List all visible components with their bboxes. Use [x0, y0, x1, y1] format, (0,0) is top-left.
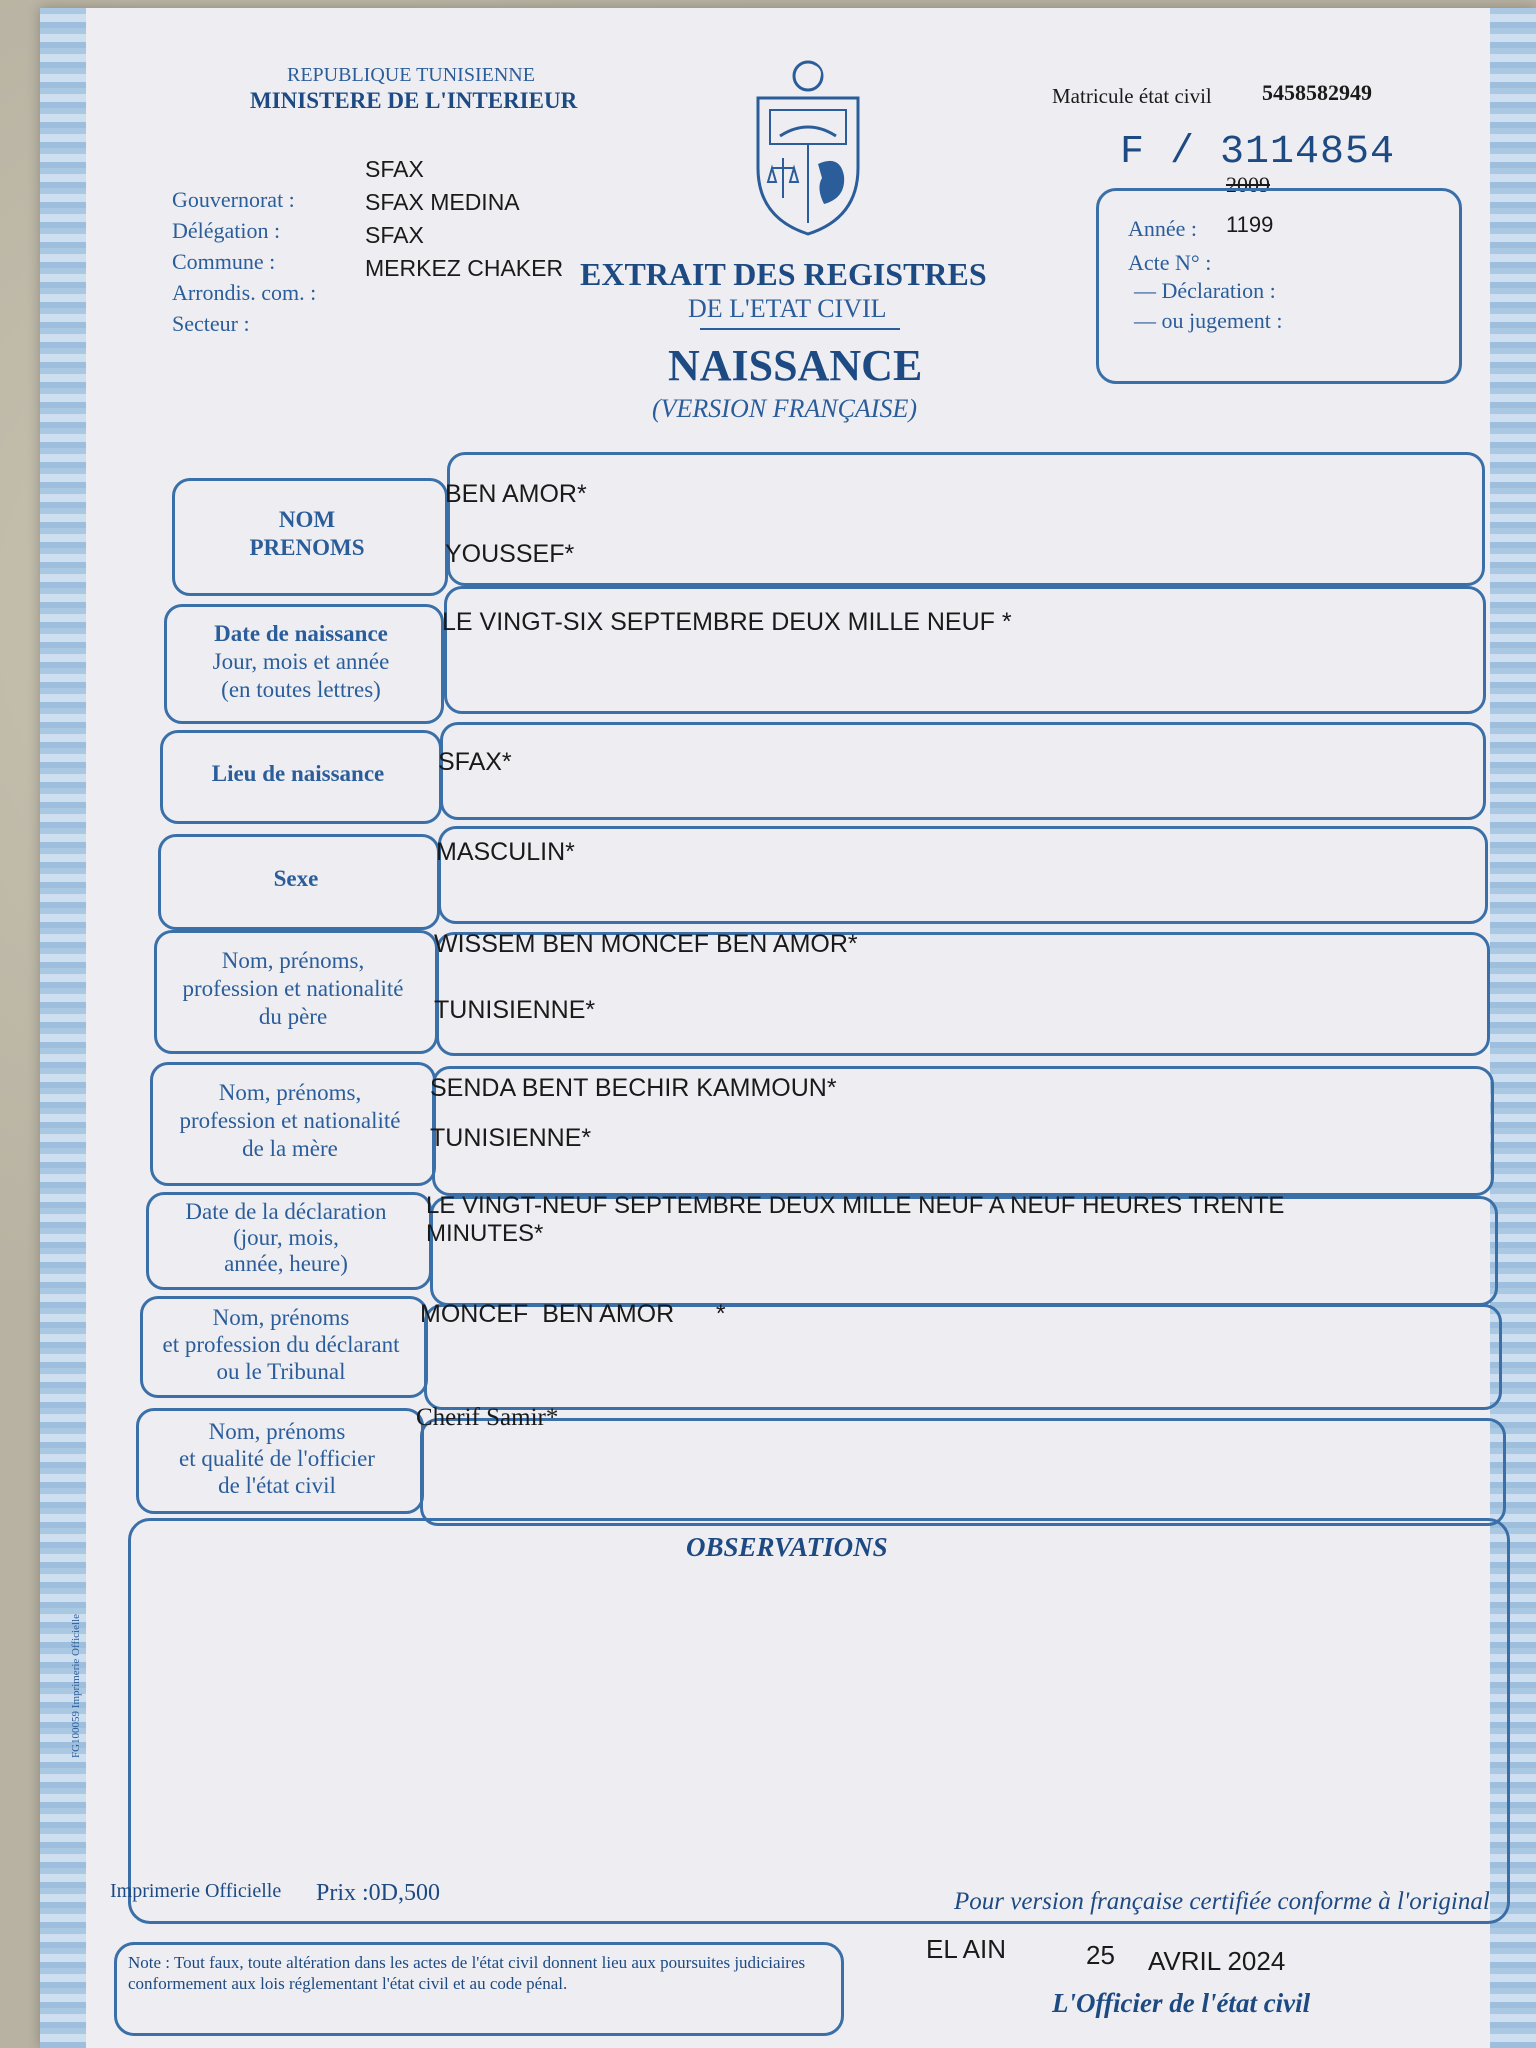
footer-month-year: AVRIL 2024 [1148, 1946, 1286, 1976]
row-date-naissance-label: Date de naissance Jour, mois et année (en toutes lettres) [212, 621, 390, 702]
label-arrondissement: Arrondis. com. : [172, 280, 317, 305]
title-version: (VERSION FRANÇAISE) [652, 394, 917, 423]
footer-day: 25 [1086, 1940, 1115, 1970]
value-lieu: SFAX* [438, 748, 512, 776]
footer-note: Note : Tout faux, toute altération dans les actes de l'état civil donnent lieu aux poursuites judiciaires conformement aux lois réglementant l'état civil et au code pénal. [128, 1953, 806, 1993]
row-officier-label: Nom, prénoms et qualité de l'officier de l'état civil [179, 1418, 375, 1498]
value-pere: WISSEM BEN MONCEF BEN AMOR* [434, 930, 858, 958]
row-nom-label: NOM PRENOMS [249, 507, 365, 560]
row-pere-label: Nom, prénoms, profession et nationalité du père [182, 948, 404, 1029]
value-mere: SENDA BENT BECHIR KAMMOUN* [430, 1074, 837, 1102]
label-delegation: Délégation : [172, 218, 281, 243]
value-commune: MERKEZ CHAKER [365, 255, 564, 281]
value-nom: BEN AMOR* [445, 480, 587, 508]
row-declaration-label: Date de la déclaration (jour, mois, année, heure) [185, 1199, 387, 1276]
annee-label: Année : [1128, 216, 1198, 241]
row-declarant-label: Nom, prénoms et profession du déclarant ou le Tribunal [162, 1304, 400, 1384]
acte-label: Acte N° : [1128, 250, 1212, 275]
row-nom-value-box [447, 452, 1485, 586]
footer-price: Prix :0D,500 [316, 1880, 441, 1906]
value-mere-nationalite: TUNISIENNE* [430, 1124, 592, 1152]
label-gouvernorat: Gouvernorat : [172, 187, 295, 212]
footer-place: EL AIN [926, 1934, 1006, 1964]
title-etat-civil: DE L'ETAT CIVIL [688, 294, 887, 323]
row-lieu-label: Lieu de naissance [211, 761, 385, 786]
label-commune: Commune : [172, 249, 276, 274]
side-print-code: FG100059 Imprimerie Officielle [70, 1614, 82, 1758]
ministry-name: MINISTERE DE L'INTERIEUR [250, 88, 578, 113]
row-mere-label: Nom, prénoms, profession et nationalité de la mère [179, 1080, 401, 1161]
value-declaration-line2: MINUTES* [426, 1220, 544, 1247]
row-date-naissance-value-box [444, 586, 1486, 714]
title-divider [700, 328, 900, 330]
observations-box [128, 1518, 1510, 1924]
label-secteur: Secteur : [172, 311, 250, 336]
year-stamp: 2009 [1226, 172, 1270, 197]
value-delegation: SFAX [365, 222, 424, 248]
title-naissance: NAISSANCE [668, 341, 923, 390]
row-officier-value-box [420, 1418, 1506, 1526]
value-pere-nationalite: TUNISIENNE* [434, 996, 596, 1024]
row-sexe-value-box [438, 826, 1488, 924]
row-lieu-value-box [440, 722, 1486, 820]
row-sexe-label: Sexe [273, 866, 319, 891]
value-declaration-line1: LE VINGT-NEUF SEPTEMBRE DEUX MILLE NEUF A NEUF HEURES TRENTE [426, 1192, 1285, 1219]
serial-number: F / 3114854 [1120, 130, 1396, 175]
value-prenoms: YOUSSEF* [445, 540, 575, 568]
birth-certificate [40, 8, 1536, 2048]
value-gouvernorat: SFAX MEDINA [365, 189, 520, 215]
footer-printer: Imprimerie Officielle [110, 1880, 282, 1902]
annee-value: 1199 [1226, 212, 1274, 237]
country-name: REPUBLIQUE TUNISIENNE [287, 64, 535, 86]
value-date-naissance: LE VINGT-SIX SEPTEMBRE DEUX MILLE NEUF * [442, 608, 1012, 636]
title-extrait: EXTRAIT DES REGISTRES [580, 256, 987, 292]
declaration-label: — Déclaration : [1134, 278, 1276, 303]
value-region: SFAX [365, 156, 424, 182]
footer-officer: L'Officier de l'état civil [1052, 1988, 1311, 2018]
coat-of-arms-icon [750, 58, 866, 238]
observations-label: OBSERVATIONS [686, 1532, 888, 1562]
jugement-label: — ou jugement : [1134, 308, 1283, 333]
value-officier: Cherif Samir* [416, 1404, 559, 1431]
location-values [365, 153, 563, 285]
footer-certified: Pour version française certifiée conforme à l'original [954, 1888, 1490, 1915]
value-sexe: MASCULIN* [436, 838, 575, 866]
value-declarant: MONCEF BEN AMOR * [420, 1300, 726, 1328]
matricule-value: 5458582949 [1262, 80, 1372, 105]
matricule-label: Matricule état civil [1052, 84, 1212, 108]
location-labels [172, 184, 316, 339]
